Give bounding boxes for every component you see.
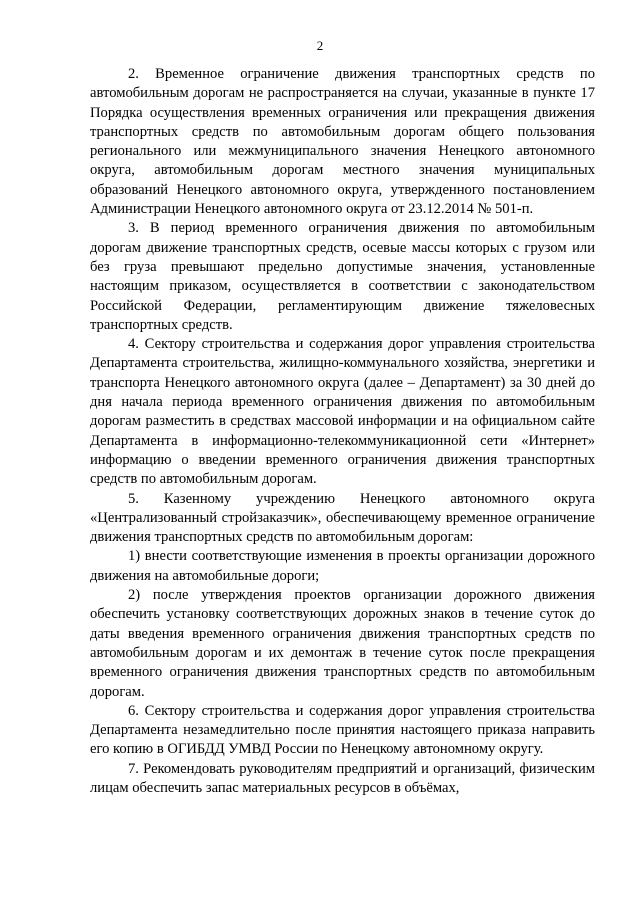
paragraph-5-item-2: 2) после утверждения проектов организации дорожного движения обеспечить установку соответствующих дорожных знаков в течение суток до даты введения временного ограничения движения транспортных средств по автомобильным дорогам и их демонтаж в течение суток после прекращения временного ограничения движения транспортных средств по автомобильным дорогам. xyxy=(90,587,595,700)
paragraph-3: 3. В период временного ограничения движения по автомобильным дорогам движение транспортных средств, осевые массы которых с грузом или без груза превышают предельно допустимые значения, установленные настоящим приказом, осуществляется в соответствии с законодательством Российской Федерации, регламентирующим движение тяжеловесных транспортных средств. xyxy=(90,220,595,333)
document-body xyxy=(90,65,595,798)
paragraph-7: 7. Рекомендовать руководителям предприятий и организаций, физическим лицам обеспечить запас материальных ресурсов в объёмах, xyxy=(90,760,595,796)
paragraph-4: 4. Сектору строительства и содержания дорог управления строительства Департамента строительства, жилищно-коммунального хозяйства, энергетики и транспорта Ненецкого автономного округа (далее – Департамент) за 30 дней до дня начала периода временного ограничения движения по автомобильным дорогам разместить в средствах массовой информации и на официальном сайте Департамента в информационно-телекоммуникационной сети «Интернет» информацию о введении временного ограничения движения транспортных средств по автомобильным дорогам. xyxy=(90,336,595,488)
paragraph-2: 2. Временное ограничение движения транспортных средств по автомобильным дорогам не распространяется на случаи, указанные в пункте 17 Порядка осуществления временных ограничения или прекращения движения транспортных средств по автомобильным дорогам общего пользования регионального или межмуниципального значения Ненецкого автономного округа, автомобильным дорогам местного значения муниципальных образований Ненецкого автономного округа, утвержденного постановлением Администрации Ненецкого автономного округа от 23.12.2014 № 501-п. xyxy=(90,66,595,218)
paragraph-6: 6. Сектору строительства и содержания дорог управления строительства Департамента незамедлительно после принятия настоящего приказа направить его копию в ОГИБДД УМВД России по Ненецкому автономному округу. xyxy=(90,702,595,758)
paragraph-5: 5. Казенному учреждению Ненецкого автономного округа «Централизованный стройзаказчик», обеспечивающему временное ограничение движения транспортных средств по автомобильным дорогам: xyxy=(90,490,595,546)
page-number: 2 xyxy=(316,38,324,53)
paragraph-5-item-1: 1) внести соответствующие изменения в проекты организации дорожного движения на автомобильные дороги; xyxy=(90,548,595,584)
